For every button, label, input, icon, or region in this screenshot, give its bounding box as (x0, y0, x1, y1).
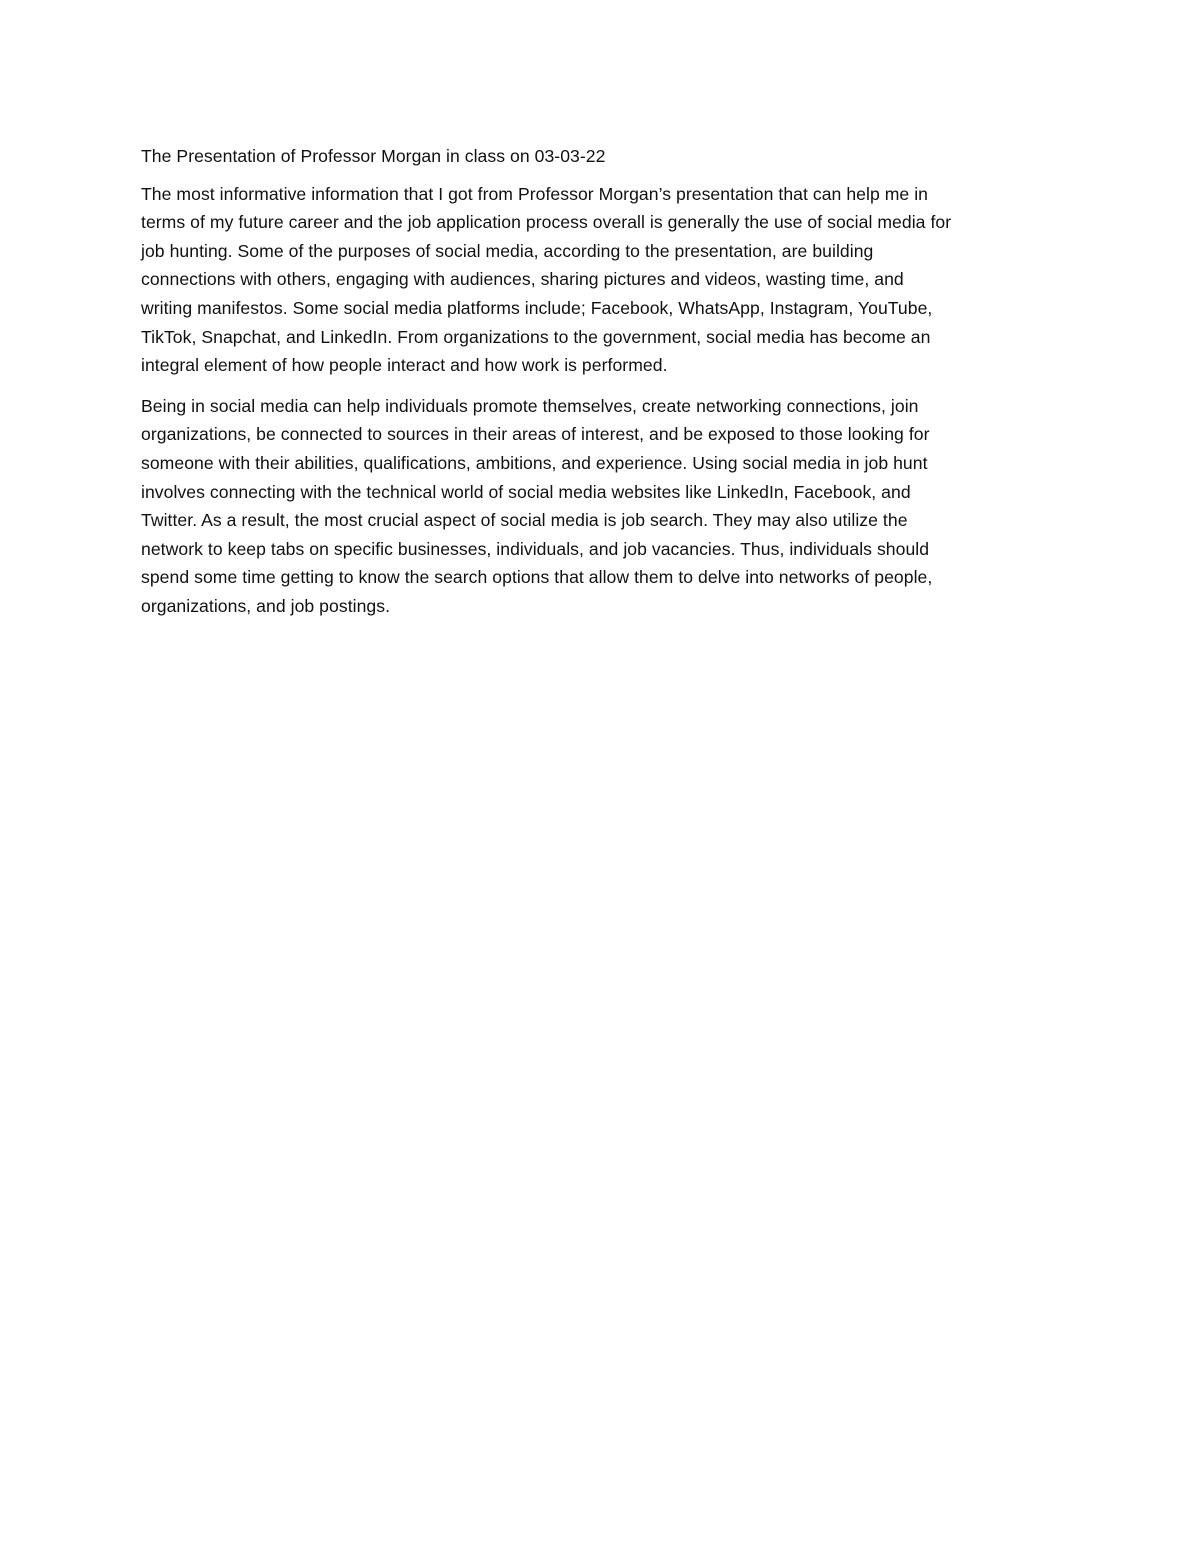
paragraph-1 (141, 180, 1059, 380)
document-title: The Presentation of Professor Morgan in class on 03-03-22 (141, 146, 606, 166)
paragraph-2 (141, 392, 1059, 621)
text-line: Twitter. As a result, the most crucial aspect of social media is job search. They may also utilize the (141, 510, 908, 531)
text-line: job hunting. Some of the purposes of social media, according to the presentation, are building (141, 240, 874, 261)
document-body (141, 142, 1059, 633)
text-line: TikTok, Snapchat, and LinkedIn. From organizations to the government, social media has become an (141, 326, 931, 347)
text-line: The most informative information that I got from Professor Morgan’s presentation that can help me in (141, 183, 928, 204)
text-line: Being in social media can help individuals promote themselves, create networking connections, join (141, 395, 919, 416)
text-line: someone with their abilities, qualifications, ambitions, and experience. Using social media in job hunt (141, 452, 928, 473)
text-line: spend some time getting to know the search options that allow them to delve into networks of people, (141, 567, 933, 588)
text-line: organizations, be connected to sources in their areas of interest, and be exposed to those looking for (141, 424, 930, 445)
text-line: network to keep tabs on specific businesses, individuals, and job vacancies. Thus, individuals should (141, 538, 930, 559)
text-line: connections with others, engaging with audiences, sharing pictures and videos, wasting time, and (141, 269, 904, 290)
text-line: writing manifestos. Some social media platforms include; Facebook, WhatsApp, Instagram, YouTube, (141, 297, 933, 318)
text-line: terms of my future career and the job application process overall is generally the use of social media for (141, 212, 952, 233)
text-line: integral element of how people interact and how work is performed. (141, 355, 668, 376)
text-line: involves connecting with the technical world of social media websites like LinkedIn, Facebook, and (141, 481, 911, 502)
text-line: organizations, and job postings. (141, 595, 391, 616)
